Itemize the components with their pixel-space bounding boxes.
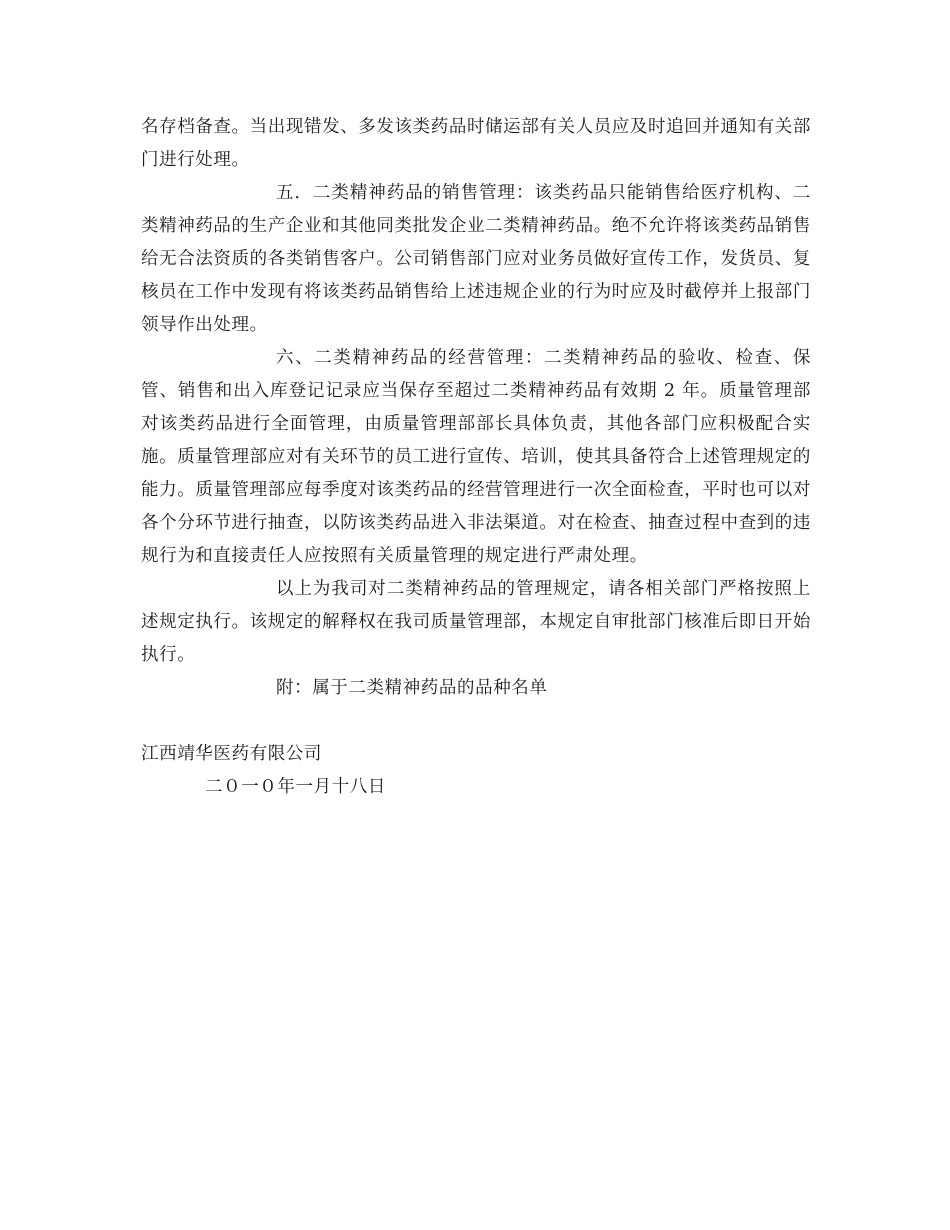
document-body <box>141 111 811 804</box>
paragraph-conclusion: 以上为我司对二类精神药品的管理规定，请各相关部门严格按照上述规定执行。该规定的解释权在我司质量管理部，本规定自审批部门核准后即日开始执行。 <box>141 579 811 665</box>
attachment-note: 附：属于二类精神药品的品种名单 <box>276 678 548 698</box>
paragraph-storage-continuation: 名存档备查。当出现错发、多发该类药品时储运部有关人员应及时追回并通知有关部门进行处理。 <box>141 117 811 170</box>
company-name: 江西靖华医药有限公司 <box>141 744 322 764</box>
paragraph-sales-management: 五．二类精神药品的销售管理：该类药品只能销售给医疗机构、二类精神药品的生产企业和其他同类批发企业二类精神药品。绝不允许将该类药品销售给无合法资质的各类销售客户。公司销售部门应对业务员做好宣传工作，发货员、复核员在工作中发现有将该类药品销售给上述违规企业的行为时应及时截停并上报部门领导作出处理。 <box>141 183 811 335</box>
paragraph-operation-management: 六、二类精神药品的经营管理：二类精神药品的验收、检查、保管、销售和出入库登记记录应当保存至超过二类精神药品有效期 2 年。质量管理部对该类药品进行全面管理，由质量管理部部长具体负责，其他各部门应积极配合实施。质量管理部应对有关环节的员工进行宣传、培训，使其具备符合上述管理规定的能力。质量管理部应每季度对该类药品的经营管理进行一次全面检查，平时也可以对各个分环节进行抽查，以防该类药品进入非法渠道。对在检查、抽查过程中查到的违规行为和直接责任人应按照有关质量管理的规定进行严肃处理。 <box>141 348 811 566</box>
document-date: 二０一０年一月十八日 <box>205 777 386 797</box>
